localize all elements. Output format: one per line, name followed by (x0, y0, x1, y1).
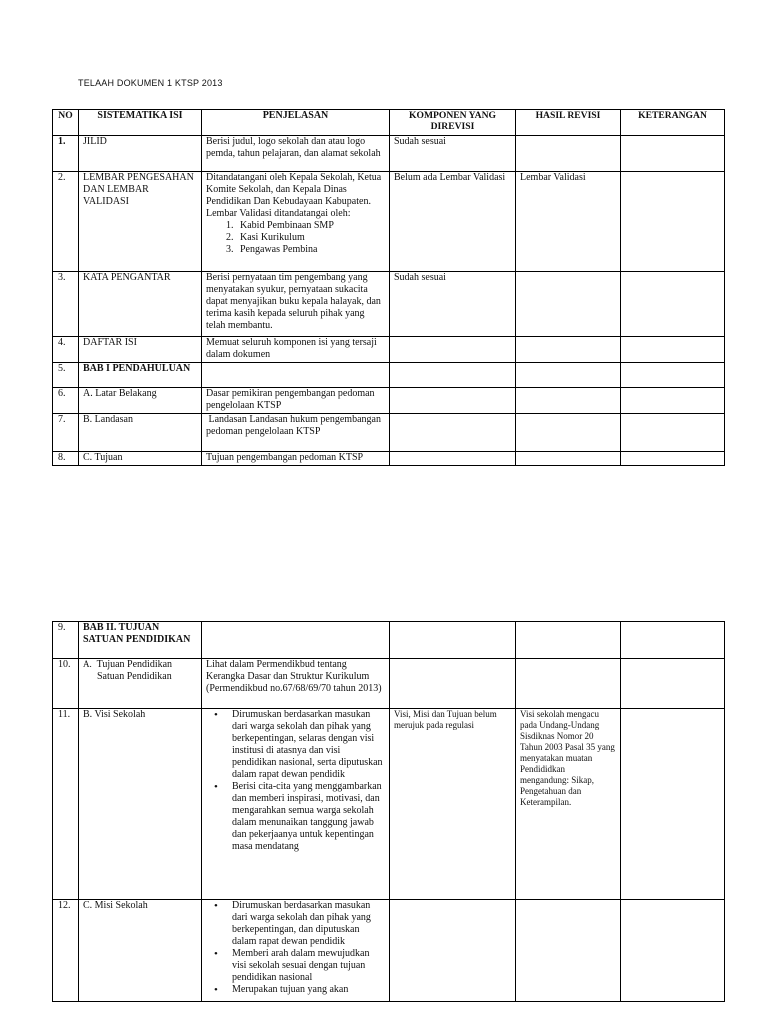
row-komponen (390, 452, 516, 466)
row-no: 1. (53, 136, 79, 172)
row-hasil: Visi sekolah mengacu pada Undang-Undang Sisdiknas Nomor 20 Tahun 2003 Pasal 35 yang menyatakan muatan Pendididkan mengandung: Sikap, Pengetahuan dan Keterampilan. (516, 709, 621, 900)
row-penjelasan-text: Ditandatangani oleh Kepala Sekolah, Ketua Komite Sekolah, dan Kepala Dinas Pendidikan Dan Kebudayaan Kabupaten. (206, 172, 382, 207)
table-row (53, 452, 725, 466)
bullet-list (206, 900, 385, 996)
row-keterangan (621, 414, 725, 452)
row-komponen: Visi, Misi dan Tujuan belum merujuk pada regulasi (390, 709, 516, 900)
row-item: C. Misi Sekolah (79, 900, 202, 1002)
header-hasil: HASIL REVISI (516, 110, 621, 136)
row-penjelasan (202, 900, 390, 1002)
table-row (53, 272, 725, 337)
row-hasil (516, 272, 621, 337)
table-row (53, 414, 725, 452)
row-item: A. Latar Belakang (79, 388, 202, 414)
list-item: 1. Kabid Pembinaan SMP (236, 220, 385, 232)
list-item: • Dirumuskan berdasarkan masukan dari warga sekolah dan pihak yang berkepentingan, dan diputuskan dalam rapat dewan pendidik (226, 900, 385, 948)
header-no: NO (53, 110, 79, 136)
list-item: • Dirumuskan berdasarkan masukan dari warga sekolah dan pihak yang berkepentingan, selaras dengan visi institusi di atasnya dan visi pendidikan nasional, serta diputuskan dalam rapat dewan pendidik (226, 709, 385, 781)
row-no: 3. (53, 272, 79, 337)
row-item: BAB II. TUJUAN SATUAN PENDIDIKAN (79, 622, 202, 659)
row-item-text: Tujuan Pendidikan Satuan Pendidikan (96, 659, 173, 682)
row-item: BAB I PENDAHULUAN (79, 363, 202, 388)
row-item: B. Visi Sekolah (79, 709, 202, 900)
row-komponen: Sudah sesuai (390, 136, 516, 172)
row-no: 2. (53, 172, 79, 272)
table-row (53, 337, 725, 363)
row-keterangan (621, 388, 725, 414)
row-keterangan (621, 900, 725, 1002)
row-item: JILID (79, 136, 202, 172)
row-hasil (516, 337, 621, 363)
list-item: 2. Kasi Kurikulum (236, 232, 385, 244)
row-hasil (516, 136, 621, 172)
row-penjelasan: Memuat seluruh komponen isi yang tersaji dalam dokumen (202, 337, 390, 363)
row-penjelasan (202, 622, 390, 659)
row-komponen (390, 659, 516, 709)
row-komponen (390, 388, 516, 414)
row-hasil (516, 659, 621, 709)
row-keterangan (621, 172, 725, 272)
table-row (53, 388, 725, 414)
row-hasil (516, 363, 621, 388)
row-hasil (516, 900, 621, 1002)
row-keterangan (621, 363, 725, 388)
row-komponen (390, 900, 516, 1002)
row-komponen: Sudah sesuai (390, 272, 516, 337)
row-keterangan (621, 452, 725, 466)
row-penjelasan (202, 363, 390, 388)
list-item: 3. Pengawas Pembina (236, 244, 385, 256)
row-item: LEMBAR PENGESAHAN DAN LEMBAR VALIDASI (79, 172, 202, 272)
list-item: • Merupakan tujuan yang akan (226, 984, 385, 996)
table-row (53, 659, 725, 709)
row-keterangan (621, 136, 725, 172)
table-row (53, 172, 725, 272)
row-penjelasan-text-2: Lembar Validasi ditandatangai oleh: (206, 208, 351, 219)
row-hasil (516, 414, 621, 452)
header-sistematika: SISTEMATIKA ISI (79, 110, 202, 136)
validator-list (206, 220, 385, 256)
row-penjelasan: Berisi pernyataan tim pengembang yang menyatakan syukur, pernyataan sukacita dapat menyajikan buku kepala halayak, dan terima kasih kepada seluruh pihak yang telah membantu. (202, 272, 390, 337)
row-penjelasan: Dasar pemikiran pengembangan pedoman pengelolaan KTSP (202, 388, 390, 414)
row-item: B. Landasan (79, 414, 202, 452)
bullet-list (206, 709, 385, 853)
row-komponen (390, 622, 516, 659)
row-item: C. Tujuan (79, 452, 202, 466)
row-no: 10. (53, 659, 79, 709)
table-header-row (53, 110, 725, 136)
row-penjelasan: Lihat dalam Permendikbud tentang Kerangka Dasar dan Struktur Kurikulum (Permendikbud no.67/68/69/70 tahun 2013) (202, 659, 390, 709)
row-no: 5. (53, 363, 79, 388)
row-komponen (390, 414, 516, 452)
table-row (53, 900, 725, 1002)
row-penjelasan: Landasan Landasan hukum pengembangan pedoman pengelolaan KTSP (202, 414, 390, 452)
row-penjelasan (202, 172, 390, 272)
table-row (53, 136, 725, 172)
row-hasil (516, 452, 621, 466)
row-komponen: Belum ada Lembar Validasi (390, 172, 516, 272)
row-keterangan (621, 337, 725, 363)
review-table-2 (52, 621, 725, 1002)
list-item: • Memberi arah dalam mewujudkan visi sekolah sesuai dengan tujuan pendidikan nasional (226, 948, 385, 984)
row-hasil (516, 622, 621, 659)
row-penjelasan: Tujuan pengembangan pedoman KTSP (202, 452, 390, 466)
row-no: 11. (53, 709, 79, 900)
row-no: 6. (53, 388, 79, 414)
row-item (79, 659, 202, 709)
row-no: 9. (53, 622, 79, 659)
row-item-prefix: A. (83, 659, 92, 669)
review-table-1 (52, 109, 725, 466)
table-row (53, 709, 725, 900)
row-komponen (390, 337, 516, 363)
row-no: 4. (53, 337, 79, 363)
row-hasil: Lembar Validasi (516, 172, 621, 272)
row-keterangan (621, 272, 725, 337)
row-keterangan (621, 709, 725, 900)
row-no: 7. (53, 414, 79, 452)
row-keterangan (621, 659, 725, 709)
row-penjelasan: Berisi judul, logo sekolah dan atau logo pemda, tahun pelajaran, dan alamat sekolah (202, 136, 390, 172)
document-title: TELAAH DOKUMEN 1 KTSP 2013 (78, 78, 223, 88)
header-keterangan: KETERANGAN (621, 110, 725, 136)
row-komponen (390, 363, 516, 388)
table-row (53, 622, 725, 659)
row-no: 12. (53, 900, 79, 1002)
row-no: 8. (53, 452, 79, 466)
row-penjelasan (202, 709, 390, 900)
row-keterangan (621, 622, 725, 659)
row-item: DAFTAR ISI (79, 337, 202, 363)
row-item: KATA PENGANTAR (79, 272, 202, 337)
header-penjelasan: PENJELASAN (202, 110, 390, 136)
table-row (53, 363, 725, 388)
header-komponen: KOMPONEN YANG DIREVISI (390, 110, 516, 136)
row-hasil (516, 388, 621, 414)
list-item: • Berisi cita-cita yang menggambarkan dan memberi inspirasi, motivasi, dan mengarahkan semua warga sekolah dalam menunaikan tanggung jawab dan pekerjaanya untuk kepentingan masa mendatang (226, 781, 385, 853)
